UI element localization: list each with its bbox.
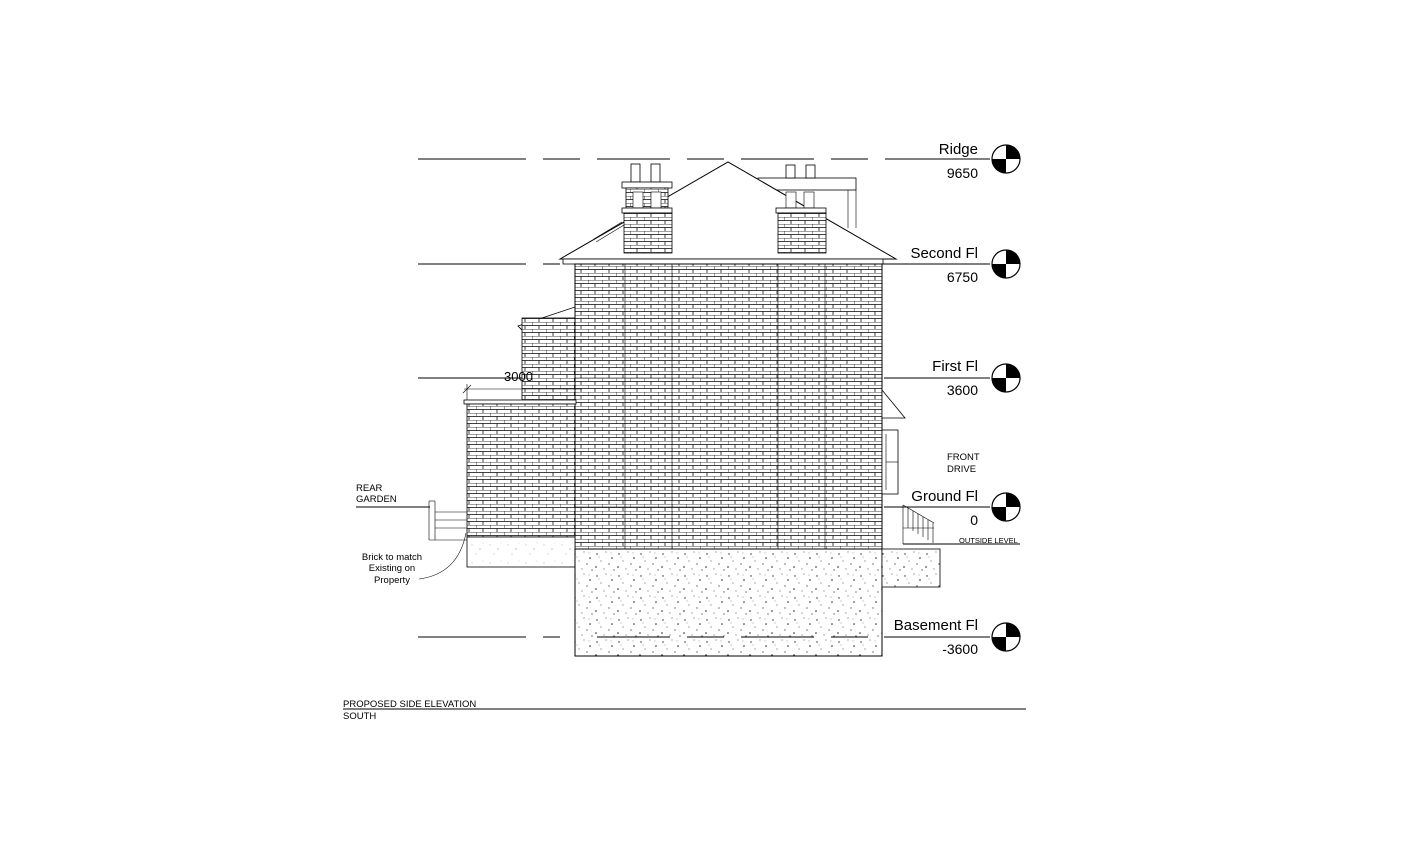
dimension-value: 3000: [504, 369, 533, 384]
basement-foundation: [575, 549, 882, 656]
drawing-title-line2: SOUTH: [343, 711, 377, 722]
basement-level-value: -3600: [942, 641, 978, 657]
level-markers: [992, 145, 1020, 651]
front-steps: [903, 505, 940, 544]
outside-level-label: OUTSIDE LEVEL: [959, 536, 1018, 545]
basement-level-name: Basement Fl: [893, 617, 978, 634]
rear-extension: [464, 400, 576, 567]
ridge-marker-icon: [992, 145, 1020, 173]
first-marker-icon: [992, 364, 1020, 392]
left-chimney: [622, 164, 672, 253]
brick-note-line1: Brick to match: [361, 552, 423, 563]
main-roof: [560, 162, 896, 259]
second-marker-icon: [992, 250, 1020, 278]
drawing-title: [343, 699, 1026, 722]
ridge-level-value: 9650: [946, 165, 978, 181]
left-wing: [518, 307, 576, 402]
front-drive-label-line2: DRIVE: [947, 464, 977, 475]
basement-marker-icon: [992, 623, 1020, 651]
first-level-name: First Fl: [932, 358, 978, 375]
brick-note-line2: Existing on: [368, 563, 416, 574]
main-brick-wall: [575, 264, 882, 549]
drawing-title-line1: PROPOSED SIDE ELEVATION: [343, 699, 477, 710]
ground-level-value: 0: [970, 512, 978, 528]
ridge-level-name: Ridge: [938, 141, 978, 158]
brick-note-line3: Property: [374, 575, 410, 586]
ground-marker-icon: [992, 493, 1020, 521]
rear-garden-label-line1: REAR: [356, 483, 383, 494]
rear-steps: [429, 501, 467, 540]
building: [429, 162, 1020, 656]
second-level-name: Second Fl: [910, 245, 978, 262]
second-level-value: 6750: [946, 269, 978, 285]
rear-garden-label-line2: GARDEN: [356, 494, 397, 505]
ground-level-name: Ground Fl: [911, 488, 978, 505]
front-drive-label-line1: FRONT: [947, 452, 980, 463]
first-level-value: 3600: [946, 382, 978, 398]
